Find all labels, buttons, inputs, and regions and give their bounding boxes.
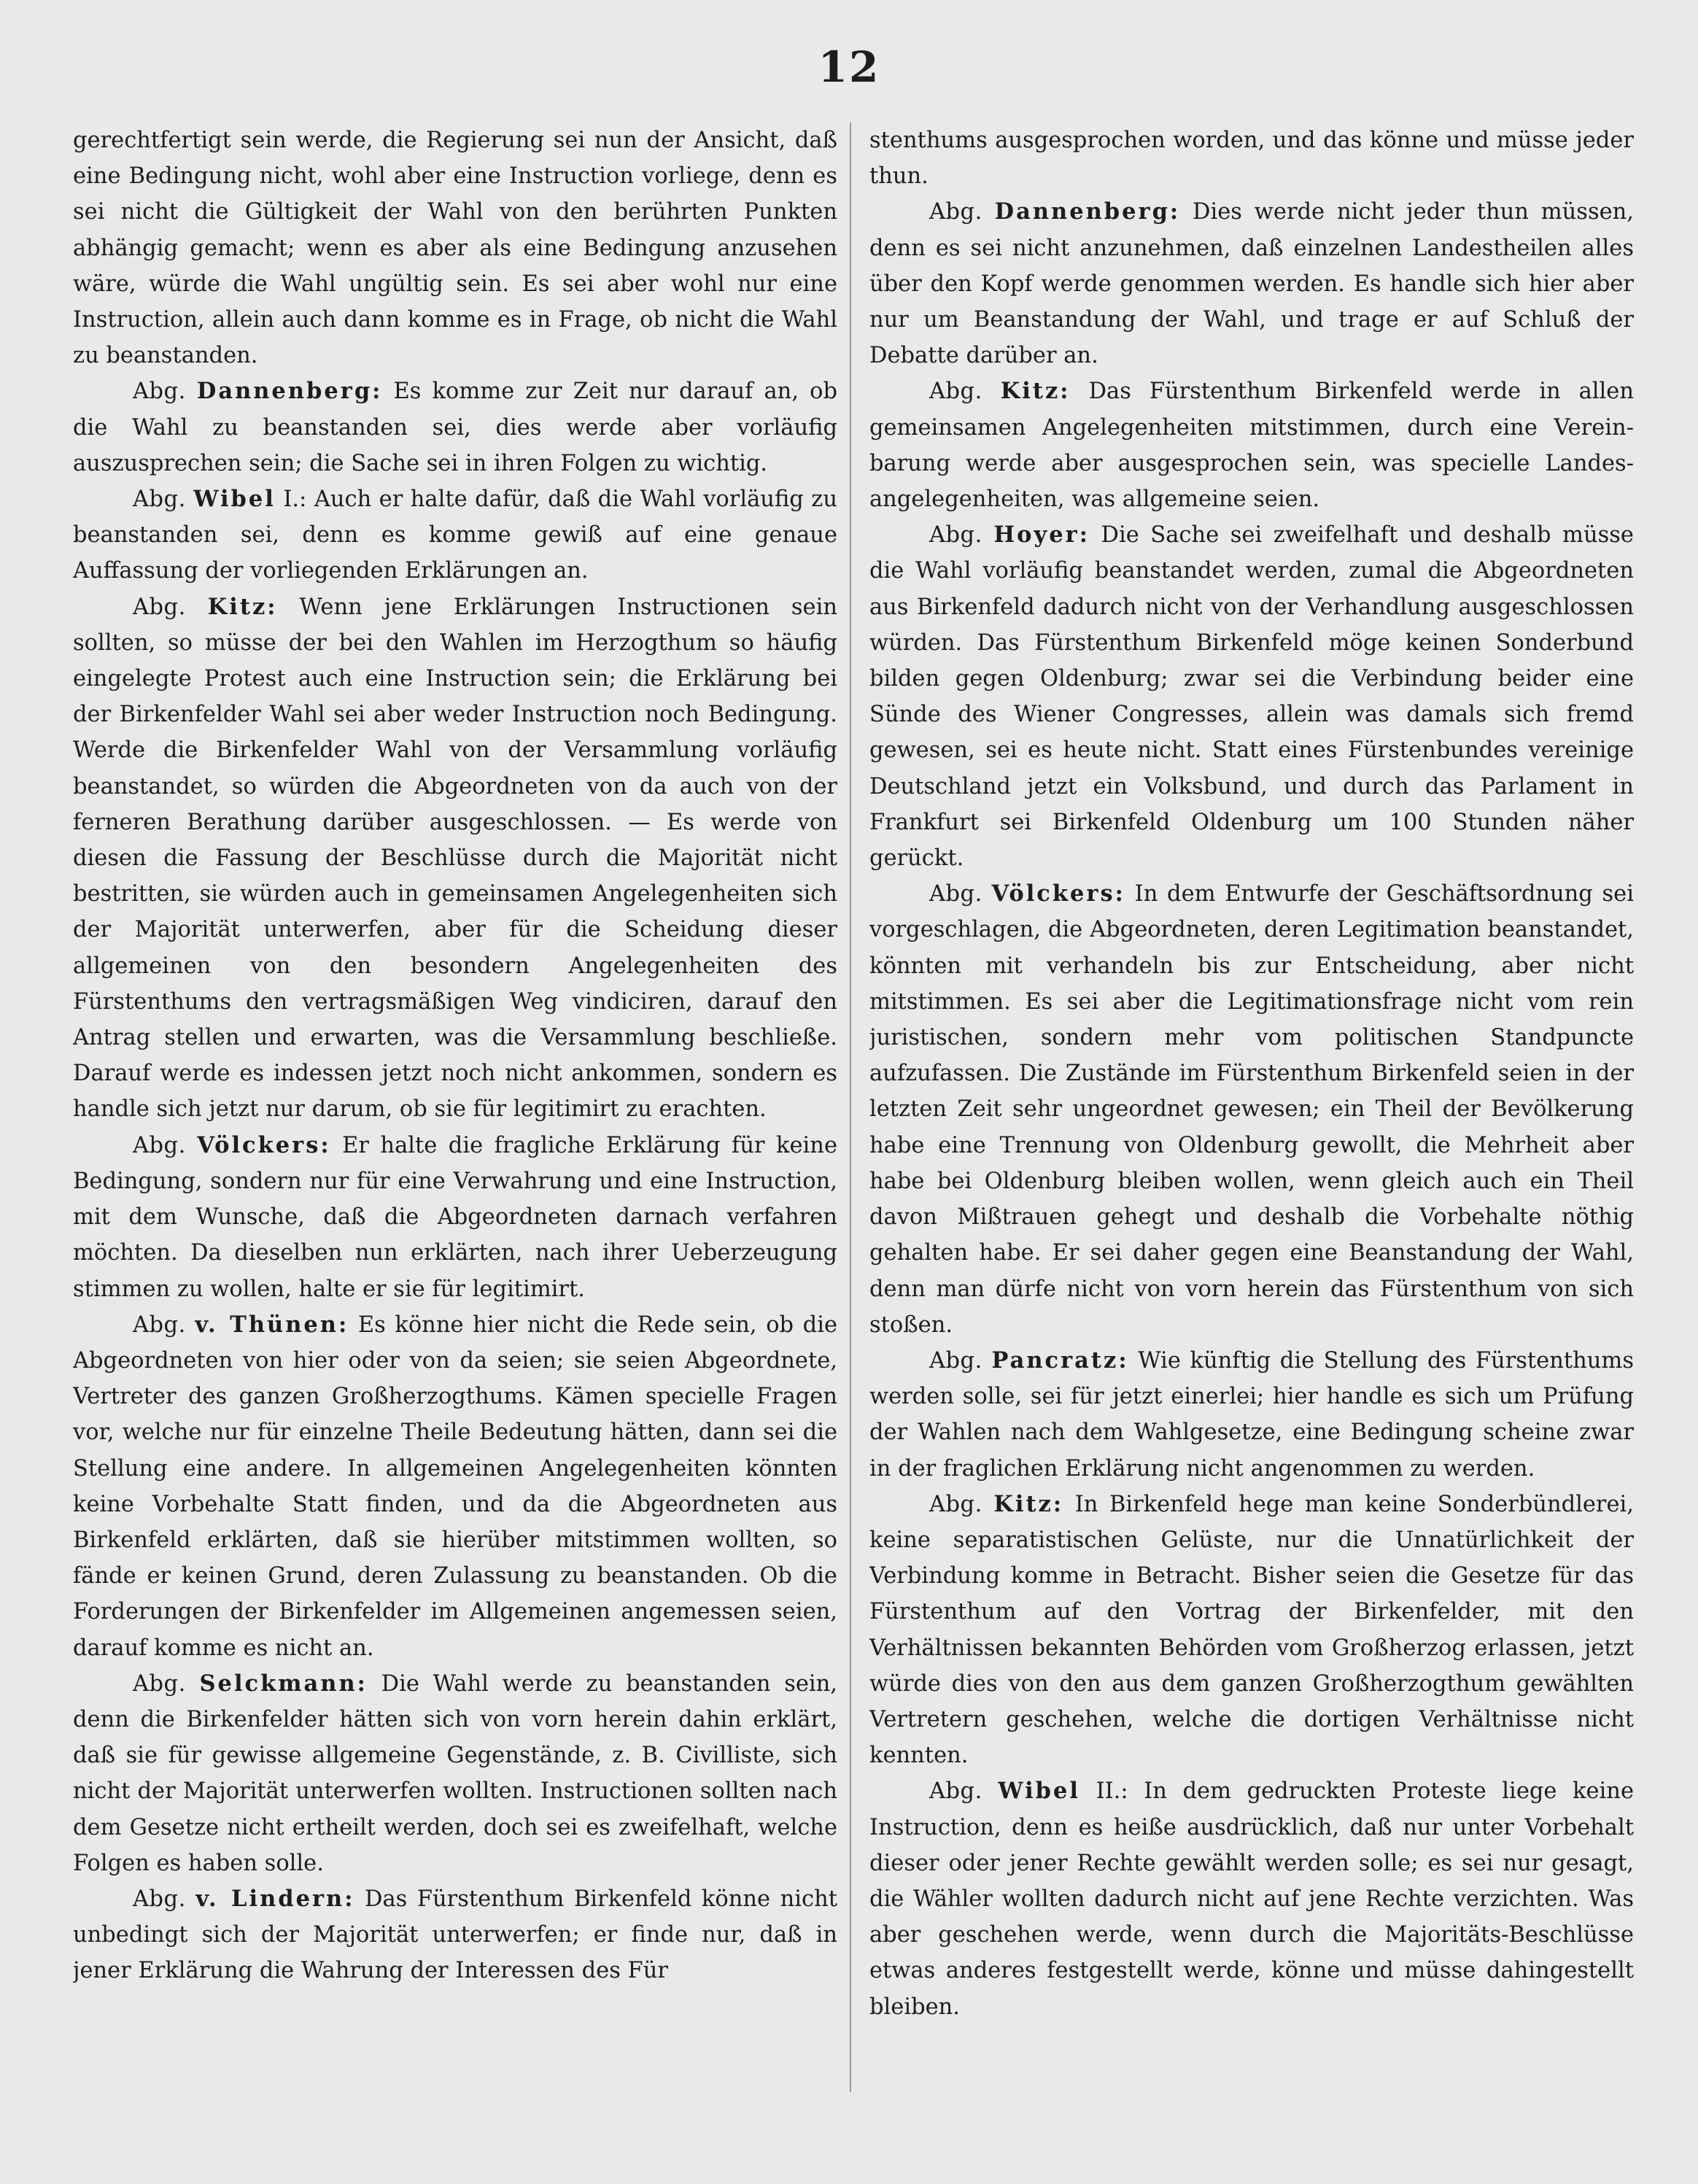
speaker-name: Kitz:	[993, 1490, 1064, 1517]
speech-paragraph	[869, 373, 1634, 517]
speaker-name: Kitz:	[1000, 378, 1071, 405]
speaker-prefix: Abg.	[929, 379, 982, 405]
speaker-name: v. Thünen:	[195, 1311, 349, 1338]
speaker-prefix: Abg.	[133, 1670, 186, 1697]
speaker-name: Dannenberg:	[196, 378, 383, 405]
speaker-prefix: Abg.	[133, 1886, 186, 1912]
speech-paragraph	[869, 876, 1634, 1343]
paragraph-text: Er halte die fragliche Erklärung für keine Bedingung, sondern nur für eine Verwahrung und eine Instruction, mit dem Wunsche, daß die Abgeordneten darnach verfahren möchten. Da dieselben nun erklärten, nach ihrer Ueberzeugung stimmen zu wollen, halte er sie für legitimirt.	[73, 1132, 837, 1302]
speaker-prefix: Abg.	[133, 1312, 186, 1338]
speaker-name: Völckers:	[197, 1131, 331, 1158]
speaker-prefix: Abg.	[929, 1491, 982, 1517]
speech-paragraph	[869, 1487, 1634, 1774]
speech-paragraph	[73, 1307, 837, 1666]
speaker-prefix: Abg.	[133, 487, 186, 513]
paragraph-text: In Birkenfeld hege man keine Sonderbündlerei, keine separatistischen Gelüste, nur die Unnatürlichkeit der Verbindung komme in Betracht. Bisher seien die Gesetze für das Fürstenthum auf den Vortrag der Birkenfelder, mit den Verhältnissen bekannten Behörden vom Großherzog erlassen, jetzt würde dies von den aus dem ganzen Großherzogthum gewählten Vertretern geschehen, welche die dortigen Verhältnisse nicht kennten.	[869, 1491, 1634, 1769]
speaker-name: Pancratz:	[991, 1347, 1129, 1374]
paragraph-text: In dem gedruckten Proteste liege keine Instruction, denn es heiße ausdrücklich, daß nur unter Vorbehalt dieser oder jener Rechte gewählt werden solle; es sei nur gesagt, die Wähler wollten dadurch nicht auf jene Rechte verzichten. Was aber geschehen werde, wenn durch die Majoritäts-Beschlüsse etwas anderes festgestellt werde, könne und müsse dahingestellt bleiben.	[869, 1778, 1634, 2020]
paragraph-text: Die Wahl werde zu beanstanden sein, denn die Birkenfelder hätten sich von vorn herein dahin erklärt, daß sie für gewisse allgemeine Gegenstände, z. B. Civilliste, sich nicht der Majorität unterwerfen wollten. Instructionen sollten nach dem Gesetze nicht ertheilt werden, doch sei es zweifelhaft, welche Folgen es haben solle.	[73, 1670, 837, 1876]
paragraph-text: Es könne hier nicht die Rede sein, ob die Abgeordneten von hier oder von da seien; sie seien Abgeordnete, Vertreter des ganzen Großherzogthums. Kämen specielle Fragen vor, welche nur für einzelne Theile Bedeutung hätten, dann sei die Stellung eine andere. In allgemeinen Angelegenheiten könnten keine Vorbehalte Statt finden, und da die Abgeordneten aus Birkenfeld erklärten, daß sie hierüber mitstimmen wollten, so fände er keinen Grund, deren Zulassung zu beanstanden. Ob die Forderungen der Birkenfelder im Allgemeinen angemessen seien, darauf komme es nicht an.	[73, 1312, 837, 1661]
speaker-prefix: Abg.	[133, 594, 186, 620]
left-column	[73, 123, 837, 2121]
right-column	[869, 123, 1634, 2121]
speaker-prefix: Abg.	[929, 522, 982, 549]
speech-paragraph	[73, 1666, 837, 1881]
speaker-name: Wibel	[998, 1778, 1080, 1805]
paragraph-text: Auch er halte dafür, daß die Wahl vorläufig zu beanstanden sei, denn es komme gewiß auf eine genaue Auffassung der vorliegenden Erklärungen an.	[73, 487, 837, 584]
speaker-name: Hoyer:	[993, 522, 1090, 549]
speaker-name: Selckmann:	[199, 1670, 368, 1697]
speech-paragraph	[869, 1773, 1634, 2024]
speaker-suffix: II.:	[1080, 1778, 1128, 1805]
speech-paragraph	[73, 1881, 837, 1989]
page-number: 12	[818, 42, 880, 92]
continued-paragraph	[73, 123, 837, 373]
paragraph-text: Es komme zur Zeit nur darauf an, ob die Wahl zu beanstanden sei, dies werde aber vorläufig auszusprechen sein; die Sache sei in ihren Folgen zu wichtig.	[73, 379, 837, 476]
paragraph-text: Die Sache sei zweifelhaft und deshalb müsse die Wahl vorläufig beanstandet werden, zumal die Abgeordneten aus Birkenfeld dadurch nicht von der Verhandlung ausgeschlossen würden. Das Fürstenthum Birkenfeld möge keinen Sonderbund bilden gegen Oldenburg; zwar sei die Verbindung beider eine Sünde des Wiener Congresses, allein was damals sich fremd gewesen, sei es heute nicht. Statt eines Fürstenbundes vereinige Deutschland jetzt ein Volksbund, und durch das Parlament in Frankfurt sei Birkenfeld Oldenburg um 100 Stunden näher gerückt.	[869, 522, 1634, 872]
speech-paragraph	[869, 194, 1634, 373]
speech-paragraph	[869, 517, 1634, 876]
speaker-prefix: Abg.	[133, 379, 186, 405]
paragraph-text: gerechtfertigt sein werde, die Regierung sei nun der Ansicht, daß eine Bedingung nicht, wohl aber eine Instruction vorliege, denn es sei nicht die Gültigkeit der Wahl von den berührten Punkten abhängig gemacht; wenn es aber als eine Bedingung anzusehen wäre, würde die Wahl ungültig sein. Es sei aber wohl nur eine Instruction, allein auch dann komme es in Frage, ob nicht die Wahl zu beanstanden.	[73, 128, 837, 369]
paragraph-text: Dies werde nicht jeder thun müssen, denn es sei nicht anzunehmen, daß einzelnen Landestheilen alles über den Kopf werde genommen werden. Es handle sich hier aber nur um Beanstandung der Wahl, und trage er auf Schluß der Debatte darüber an.	[869, 199, 1634, 369]
paragraph-text: stenthums ausgesprochen worden, und das könne und müsse jeder thun.	[869, 128, 1634, 190]
speech-paragraph	[73, 589, 837, 1128]
paragraph-text: Das Fürstenthum Birkenfeld werde in allen gemeinsamen Angelegenheiten mitstimmen, durch eine Vereinbarung werde aber ausgesprochen sein, was specielle Landesangelegenheiten, was allgemeine seien.	[869, 379, 1634, 513]
paragraph-text: In dem Entwurfe der Geschäftsordnung sei vorgeschlagen, die Abgeordneten, deren Legitimation beanstandet, könnten mit verhandeln bis zur Entscheidung, aber nicht mitstimmen. Es sei aber die Legitimationsfrage nicht vom rein juristischen, sondern mehr vom politischen Standpuncte aufzufassen. Die Zustände im Fürstenthum Birkenfeld seien in der letzten Zeit sehr ungeordnet gewesen; ein Theil der Bevölkerung habe eine Trennung von Oldenburg gewollt, die Mehrheit aber habe bei Oldenburg bleiben wollen, wenn gleich auch ein Theil davon Mißtrauen gehegt und deshalb die Vorbehalte nöthig gehalten habe. Er sei daher gegen eine Beanstandung der Wahl, denn man dürfe nicht von vorn herein das Fürstenthum von sich stoßen.	[869, 881, 1634, 1338]
speech-paragraph	[73, 1128, 837, 1307]
speaker-name: Wibel	[193, 486, 276, 513]
speaker-name: Dannenberg:	[994, 198, 1181, 225]
paragraph-text: Wie künftig die Stellung des Fürstenthums werden solle, sei für jetzt einerlei; hier handle es sich um Prüfung der Wahlen nach dem Wahlgesetze, eine Bedingung scheine zwar in der fraglichen Erklärung nicht angenommen zu werden.	[869, 1347, 1634, 1482]
paragraph-text: Wenn jene Erklärungen Instructionen sein sollten, so müsse der bei den Wahlen im Herzogthum so häufig eingelegte Protest auch eine Instruction sein; die Erklärung bei der Birkenfelder Wahl sei aber weder Instruction noch Bedingung. Werde die Birkenfelder Wahl von der Versammlung vorläufig beanstandet, so würden die Abgeordneten von da auch von der ferneren Berathung darüber ausgeschlossen. — Es werde von diesen die Fassung der Beschlüsse durch die Majorität nicht bestritten, sie würden auch in gemeinsamen Angelegenheiten sich der Majorität unterwerfen, aber für die Scheidung dieser allgemeinen von den besondern Angelegenheiten des Fürstenthums den vertragsmäßigen Weg vindiciren, darauf den Antrag stellen und erwarten, was die Versammlung beschließe. Darauf werde es indessen jetzt noch nicht ankommen, sondern es handle sich jetzt nur darum, ob sie für legitimirt zu erachten.	[73, 594, 837, 1123]
speech-paragraph	[73, 373, 837, 481]
speaker-name: Kitz:	[207, 593, 278, 620]
speaker-name: Völckers:	[991, 880, 1125, 907]
speaker-prefix: Abg.	[929, 881, 982, 907]
speaker-prefix: Abg.	[929, 1347, 982, 1374]
paragraph-text: Das Fürstenthum Birkenfeld könne nicht unbedingt sich der Majorität unterwerfen; er finde nur, daß in jener Erklärung die Wahrung der Interessen des Für	[73, 1886, 837, 1984]
speaker-prefix: Abg.	[929, 1778, 982, 1805]
speech-paragraph	[869, 1343, 1634, 1487]
speech-paragraph	[73, 481, 837, 589]
speaker-name: v. Lindern:	[195, 1885, 355, 1912]
column-divider	[850, 123, 851, 2092]
speaker-prefix: Abg.	[929, 199, 982, 225]
speaker-prefix: Abg.	[133, 1132, 186, 1158]
continued-paragraph	[869, 123, 1634, 194]
speaker-suffix: I.:	[275, 487, 307, 513]
